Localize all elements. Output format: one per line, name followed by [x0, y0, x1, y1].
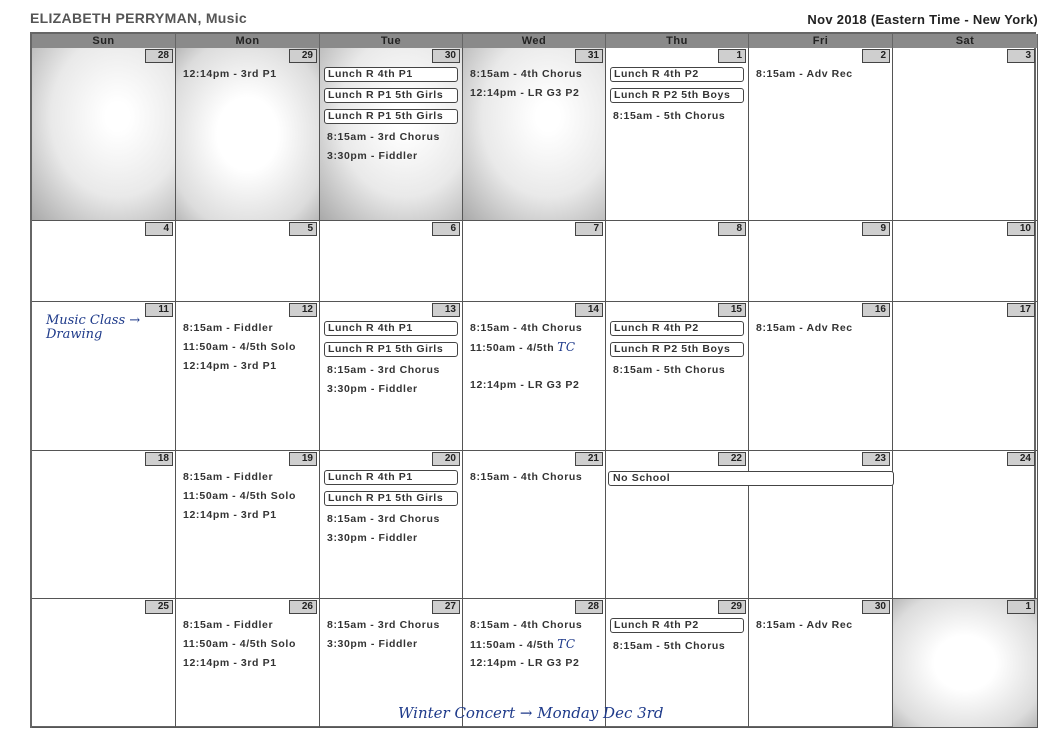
date-number: 3	[1007, 49, 1035, 63]
event-list	[610, 67, 744, 128]
event-list	[324, 67, 458, 168]
date-number: 11	[145, 303, 173, 317]
date-number: 30	[862, 600, 890, 614]
month-calendar-grid	[30, 32, 1036, 728]
calendar-event[interactable]	[180, 618, 315, 633]
date-number: 29	[718, 600, 746, 614]
day-cell[interactable]	[176, 599, 320, 728]
event-text: 8:15am - 3rd Chorus	[327, 619, 440, 631]
event-list	[180, 67, 315, 86]
date-number: 13	[432, 303, 460, 317]
day-cell[interactable]	[606, 451, 749, 599]
calendar-event[interactable]	[610, 363, 744, 378]
day-cell[interactable]	[32, 599, 176, 728]
event-list	[467, 470, 601, 489]
date-number: 19	[289, 452, 317, 466]
calendar-event[interactable]	[324, 342, 458, 357]
day-cell[interactable]	[463, 451, 606, 599]
calendar-event[interactable]	[180, 508, 315, 523]
calendar-event[interactable]	[467, 618, 601, 633]
calendar-event[interactable]	[324, 470, 458, 485]
date-number: 14	[575, 303, 603, 317]
event-text: 11:50am - 4/5th Solo	[183, 638, 296, 650]
event-list	[753, 67, 888, 86]
event-text: 12:14pm - LR G3 P2	[470, 379, 580, 391]
event-text: 3:30pm - Fiddler	[327, 638, 418, 650]
weekday-header-wed: Wed	[463, 34, 606, 48]
calendar-event[interactable]	[610, 618, 744, 633]
date-number: 1	[1007, 600, 1035, 614]
event-text: Lunch R P1 5th Girls	[328, 110, 444, 122]
calendar-event[interactable]	[180, 340, 315, 355]
event-text: Lunch R 4th P1	[328, 68, 413, 80]
event-text: 8:15am - Adv Rec	[756, 619, 853, 631]
day-cell[interactable]	[320, 48, 463, 221]
handwritten-concert-note: Winter Concert → Monday Dec 3rd	[398, 704, 664, 722]
date-number: 24	[1007, 452, 1035, 466]
calendar-event[interactable]	[324, 149, 458, 164]
day-cell[interactable]	[176, 451, 320, 599]
event-text: 12:14pm - 3rd P1	[183, 68, 277, 80]
date-number: 28	[145, 49, 173, 63]
weekday-header-fri: Fri	[749, 34, 893, 48]
day-cell[interactable]	[749, 302, 893, 451]
event-text: 3:30pm - Fiddler	[327, 383, 418, 395]
date-number: 30	[432, 49, 460, 63]
date-number: 9	[862, 222, 890, 236]
date-number: 16	[862, 303, 890, 317]
event-text: 12:14pm - 3rd P1	[183, 657, 277, 669]
date-number: 28	[575, 600, 603, 614]
date-number: 29	[289, 49, 317, 63]
event-list	[324, 321, 458, 401]
handwritten-mark: TC	[557, 637, 576, 651]
calendar-event[interactable]	[610, 67, 744, 82]
date-number: 4	[145, 222, 173, 236]
event-list	[180, 321, 315, 378]
event-list	[610, 618, 744, 658]
handwritten-mark: TC	[557, 340, 576, 354]
event-list	[753, 618, 888, 637]
event-text: 8:15am - 3rd Chorus	[327, 364, 440, 376]
day-cell[interactable]	[606, 302, 749, 451]
calendar-owner: ELIZABETH PERRYMAN, Music	[30, 10, 247, 26]
day-cell[interactable]	[32, 451, 176, 599]
event-text: 12:14pm - LR G3 P2	[470, 87, 580, 99]
date-number: 10	[1007, 222, 1035, 236]
event-list	[180, 618, 315, 675]
calendar-event[interactable]	[324, 67, 458, 82]
day-cell[interactable]	[893, 48, 1038, 221]
calendar-event[interactable]	[467, 340, 601, 355]
event-text: 8:15am - 4th Chorus	[470, 619, 583, 631]
event-text: 8:15am - Fiddler	[183, 619, 274, 631]
calendar-event[interactable]	[180, 656, 315, 671]
day-cell[interactable]	[749, 48, 893, 221]
date-number: 25	[145, 600, 173, 614]
weekday-header-sat: Sat	[893, 34, 1038, 48]
event-text: 8:15am - Adv Rec	[756, 322, 853, 334]
event-text: 8:15am - Adv Rec	[756, 68, 853, 80]
calendar-event[interactable]	[324, 382, 458, 397]
event-text: 8:15am - 4th Chorus	[470, 68, 583, 80]
event-text: Lunch R 4th P2	[614, 322, 699, 334]
event-text: 12:14pm - 3rd P1	[183, 360, 277, 372]
calendar-event[interactable]	[753, 67, 888, 82]
date-number: 15	[718, 303, 746, 317]
event-text: Lunch R P1 5th Girls	[328, 492, 444, 504]
event-list	[610, 321, 744, 382]
day-cell[interactable]	[176, 221, 320, 302]
day-cell[interactable]	[463, 48, 606, 221]
day-cell[interactable]	[893, 302, 1038, 451]
event-text: 12:14pm - LR G3 P2	[470, 657, 580, 669]
calendar-event[interactable]	[467, 67, 601, 82]
calendar-event[interactable]	[467, 359, 601, 374]
event-text: Lunch R P1 5th Girls	[328, 89, 444, 101]
day-cell[interactable]	[893, 599, 1038, 728]
event-text: 8:15am - 4th Chorus	[470, 322, 583, 334]
event-text: Lunch R P2 5th Boys	[614, 343, 731, 355]
calendar-event[interactable]	[324, 531, 458, 546]
event-text: Lunch R 4th P1	[328, 471, 413, 483]
day-cell[interactable]	[893, 221, 1038, 302]
calendar-event[interactable]	[324, 512, 458, 527]
event-text: 11:50am - 4/5th Solo	[183, 341, 296, 353]
day-cell[interactable]	[32, 48, 176, 221]
day-cell[interactable]	[320, 302, 463, 451]
event-text: 8:15am - 5th Chorus	[613, 640, 726, 652]
calendar-month: Nov 2018 (Eastern Time - New York)	[807, 12, 1038, 27]
event-text: Lunch R P2 5th Boys	[614, 89, 731, 101]
calendar-event[interactable]	[180, 321, 315, 336]
calendar-event[interactable]	[180, 637, 315, 652]
event-text: 8:15am - 3rd Chorus	[327, 513, 440, 525]
calendar-event[interactable]	[324, 491, 458, 506]
weekday-header-sun: Sun	[32, 34, 176, 48]
date-number: 26	[289, 600, 317, 614]
event-text: 12:14pm - 3rd P1	[183, 509, 277, 521]
date-number: 12	[289, 303, 317, 317]
day-cell[interactable]	[463, 302, 606, 451]
event-text: 8:15am - 3rd Chorus	[327, 131, 440, 143]
event-text: Lunch R 4th P1	[328, 322, 413, 334]
date-number: 17	[1007, 303, 1035, 317]
event-list	[467, 618, 601, 675]
calendar-event[interactable]	[180, 359, 315, 374]
calendar-event[interactable]	[180, 489, 315, 504]
event-text: 8:15am - 5th Chorus	[613, 364, 726, 376]
day-cell[interactable]	[32, 221, 176, 302]
day-cell[interactable]	[893, 451, 1038, 599]
calendar-event[interactable]	[324, 637, 458, 652]
event-text: Lunch R 4th P2	[614, 619, 699, 631]
date-number: 5	[289, 222, 317, 236]
calendar-event[interactable]	[467, 378, 601, 393]
event-text: Lunch R 4th P2	[614, 68, 699, 80]
day-cell[interactable]	[176, 302, 320, 451]
calendar-event[interactable]	[610, 639, 744, 654]
event-text: 11:50am - 4/5th	[470, 342, 555, 354]
day-cell[interactable]	[606, 221, 749, 302]
calendar-event[interactable]	[180, 67, 315, 82]
calendar-event[interactable]	[753, 321, 888, 336]
calendar-event[interactable]	[753, 618, 888, 633]
day-cell[interactable]	[463, 221, 606, 302]
calendar-event[interactable]	[467, 656, 601, 671]
weekday-header-thu: Thu	[606, 34, 749, 48]
date-number: 20	[432, 452, 460, 466]
calendar-event[interactable]	[324, 363, 458, 378]
event-text: 8:15am - Fiddler	[183, 322, 274, 334]
day-cell[interactable]	[749, 599, 893, 728]
event-text: Lunch R P1 5th Girls	[328, 343, 444, 355]
calendar-event[interactable]	[610, 342, 744, 357]
calendar-event[interactable]	[610, 88, 744, 103]
date-number: 18	[145, 452, 173, 466]
date-number: 7	[575, 222, 603, 236]
event-text: 8:15am - Fiddler	[183, 471, 274, 483]
event-text: 8:15am - 5th Chorus	[613, 110, 726, 122]
event-list	[324, 470, 458, 550]
calendar-event[interactable]	[610, 321, 744, 336]
no-school-event[interactable]: No School	[608, 471, 894, 486]
event-list	[753, 321, 888, 340]
date-number: 1	[718, 49, 746, 63]
event-text: 8:15am - 4th Chorus	[470, 471, 583, 483]
day-cell[interactable]	[32, 302, 176, 451]
event-list	[467, 321, 601, 397]
day-cell[interactable]	[176, 48, 320, 221]
calendar-event[interactable]	[324, 88, 458, 103]
event-list	[180, 470, 315, 527]
date-number: 2	[862, 49, 890, 63]
weekday-header-tue: Tue	[320, 34, 463, 48]
date-number: 23	[862, 452, 890, 466]
date-number: 31	[575, 49, 603, 63]
handwritten-music-class-note: Music Class → Drawing	[46, 313, 141, 342]
day-cell[interactable]	[320, 221, 463, 302]
date-number: 6	[432, 222, 460, 236]
day-cell[interactable]	[320, 451, 463, 599]
event-text: 3:30pm - Fiddler	[327, 150, 418, 162]
calendar-event[interactable]	[467, 470, 601, 485]
event-list	[324, 618, 458, 656]
calendar-event[interactable]	[180, 470, 315, 485]
date-number: 22	[718, 452, 746, 466]
date-number: 8	[718, 222, 746, 236]
day-cell[interactable]	[749, 221, 893, 302]
day-cell[interactable]	[606, 48, 749, 221]
calendar-event[interactable]	[324, 618, 458, 633]
event-list	[467, 67, 601, 105]
calendar-event[interactable]	[467, 637, 601, 652]
event-text: 11:50am - 4/5th Solo	[183, 490, 296, 502]
date-number: 21	[575, 452, 603, 466]
calendar-event[interactable]	[324, 109, 458, 124]
calendar-event[interactable]	[324, 130, 458, 145]
calendar-event[interactable]	[324, 321, 458, 336]
weekday-header-mon: Mon	[176, 34, 320, 48]
event-text: 11:50am - 4/5th	[470, 639, 555, 651]
date-number: 27	[432, 600, 460, 614]
event-text: 3:30pm - Fiddler	[327, 532, 418, 544]
calendar-event[interactable]	[467, 321, 601, 336]
calendar-event[interactable]	[610, 109, 744, 124]
calendar-event[interactable]	[467, 86, 601, 101]
